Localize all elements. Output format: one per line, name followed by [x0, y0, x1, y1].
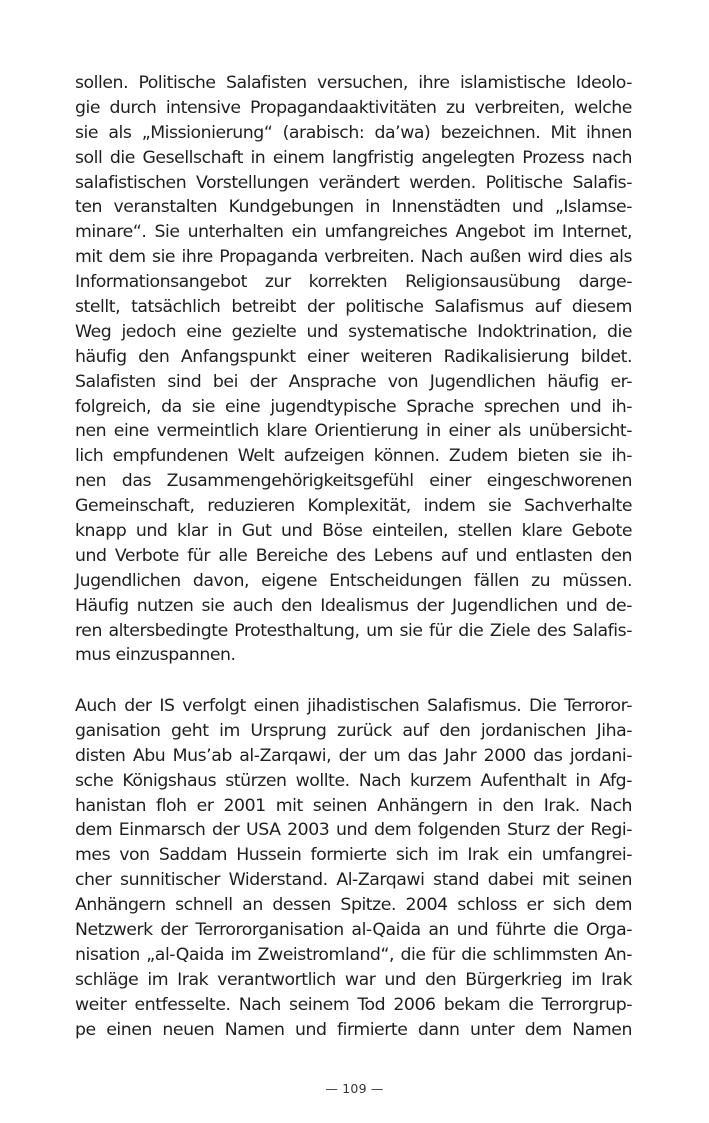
- text-line: sie als „Missionierung“ (arabisch: da’wa) bezeichnen. Mit ihnen: [75, 122, 632, 143]
- text-line: Anhängern schnell an dessen Spitze. 2004 schloss er sich dem: [75, 895, 632, 916]
- page-number: — 109 —: [325, 1081, 384, 1096]
- text-line: ren altersbedingte Protesthaltung, um sie für die Ziele des Salafis-: [75, 620, 632, 641]
- text-line: Salafisten sind bei der Ansprache von Jugendlichen häufig er-: [75, 371, 632, 392]
- text-line: sche Königshaus stürzen wollte. Nach kurzem Aufenthalt in Afg-: [75, 770, 632, 791]
- text-line: stellt, tatsächlich betreibt der politische Salafismus auf diesem: [75, 297, 632, 318]
- text-line: hanistan floh er 2001 mit seinen Anhängern in den Irak. Nach: [75, 795, 632, 816]
- text-line: gie durch intensive Propagandaaktivitäten zu verbreiten, welche: [75, 97, 632, 118]
- text-line: nen eine vermeintlich klare Orientierung in einer als unübersicht-: [75, 421, 632, 442]
- text-line: weiter entfesselte. Nach seinem Tod 2006 bekam die Terrorgrup-: [75, 994, 632, 1015]
- text-line: Jugendlichen davon, eigene Entscheidungen fällen zu müssen.: [75, 570, 632, 591]
- text-line: Gemeinschaft, reduzieren Komplexität, indem sie Sachverhalte: [75, 496, 632, 517]
- text-line: cher sunnitischer Widerstand. Al-Zarqawi stand dabei mit seinen: [75, 870, 632, 891]
- text-line: mit dem sie ihre Propaganda verbreiten. Nach außen wird dies als: [75, 247, 632, 268]
- text-line: disten Abu Mus’ab al-Zarqawi, der um das Jahr 2000 das jordani-: [75, 745, 632, 766]
- text-line: schläge im Irak verantwortlich war und den Bürgerkrieg im Irak: [75, 969, 632, 990]
- text-line: Weg jedoch eine gezielte und systematische Indoktrination, die: [75, 321, 632, 342]
- text-line: sollen. Politische Salafisten versuchen, ihre islamistische Ideolo-: [75, 73, 632, 93]
- text-line: pe einen neuen Namen und firmierte dann unter dem Namen: [75, 1019, 632, 1040]
- text-line: folgreich, da sie eine jugendtypische Sprache sprechen und ih-: [75, 396, 632, 417]
- text-line: und Verbote für alle Bereiche des Lebens auf und entlasten den: [75, 545, 632, 566]
- paragraph-salafism-propaganda: [75, 71, 632, 668]
- text-line: mes von Saddam Hussein formierte sich im Irak ein umfangrei-: [75, 845, 632, 866]
- text-line: Häufig nutzen sie auch den Idealismus der Jugendlichen und de-: [75, 595, 632, 616]
- text-line: nen das Zusammengehörigkeitsgefühl einer eingeschworenen: [75, 471, 632, 492]
- text-line: Auch der IS verfolgt einen jihadistischen Salafismus. Die Terroror-: [75, 696, 632, 716]
- text-line: Informationsangebot zur korrekten Religionsausübung darge-: [75, 272, 632, 293]
- text-line: salafistischen Vorstellungen verändert werden. Politische Salafis-: [75, 172, 632, 193]
- text-line: Netzwerk der Terrororganisation al-Qaida an und führte die Orga-: [75, 920, 632, 941]
- text-line: mus einzuspannen.: [75, 645, 236, 666]
- text-line: knapp und klar in Gut und Böse einteilen, stellen klare Gebote: [75, 521, 632, 542]
- paragraph-is-history: [75, 694, 632, 1042]
- text-line: häufig den Anfangspunkt einer weiteren Radikalisierung bildet.: [75, 346, 632, 367]
- text-line: minare“. Sie unterhalten ein umfangreiches Angebot im Internet,: [75, 222, 632, 243]
- text-line: ten veranstalten Kundgebungen in Innenstädten und „Islamse-: [75, 197, 632, 218]
- text-line: nisation „al-Qaida im Zweistromland“, die für die schlimmsten An-: [75, 944, 632, 965]
- text-line: lich empfundenen Welt aufzeigen können. Zudem bieten sie ih-: [75, 446, 632, 467]
- text-line: ganisation geht im Ursprung zurück auf den jordanischen Jiha-: [75, 720, 632, 741]
- text-line: dem Einmarsch der USA 2003 und dem folgenden Sturz der Regi-: [75, 820, 632, 841]
- text-line: soll die Gesellschaft in einem langfristig angelegten Prozess nach: [75, 147, 632, 168]
